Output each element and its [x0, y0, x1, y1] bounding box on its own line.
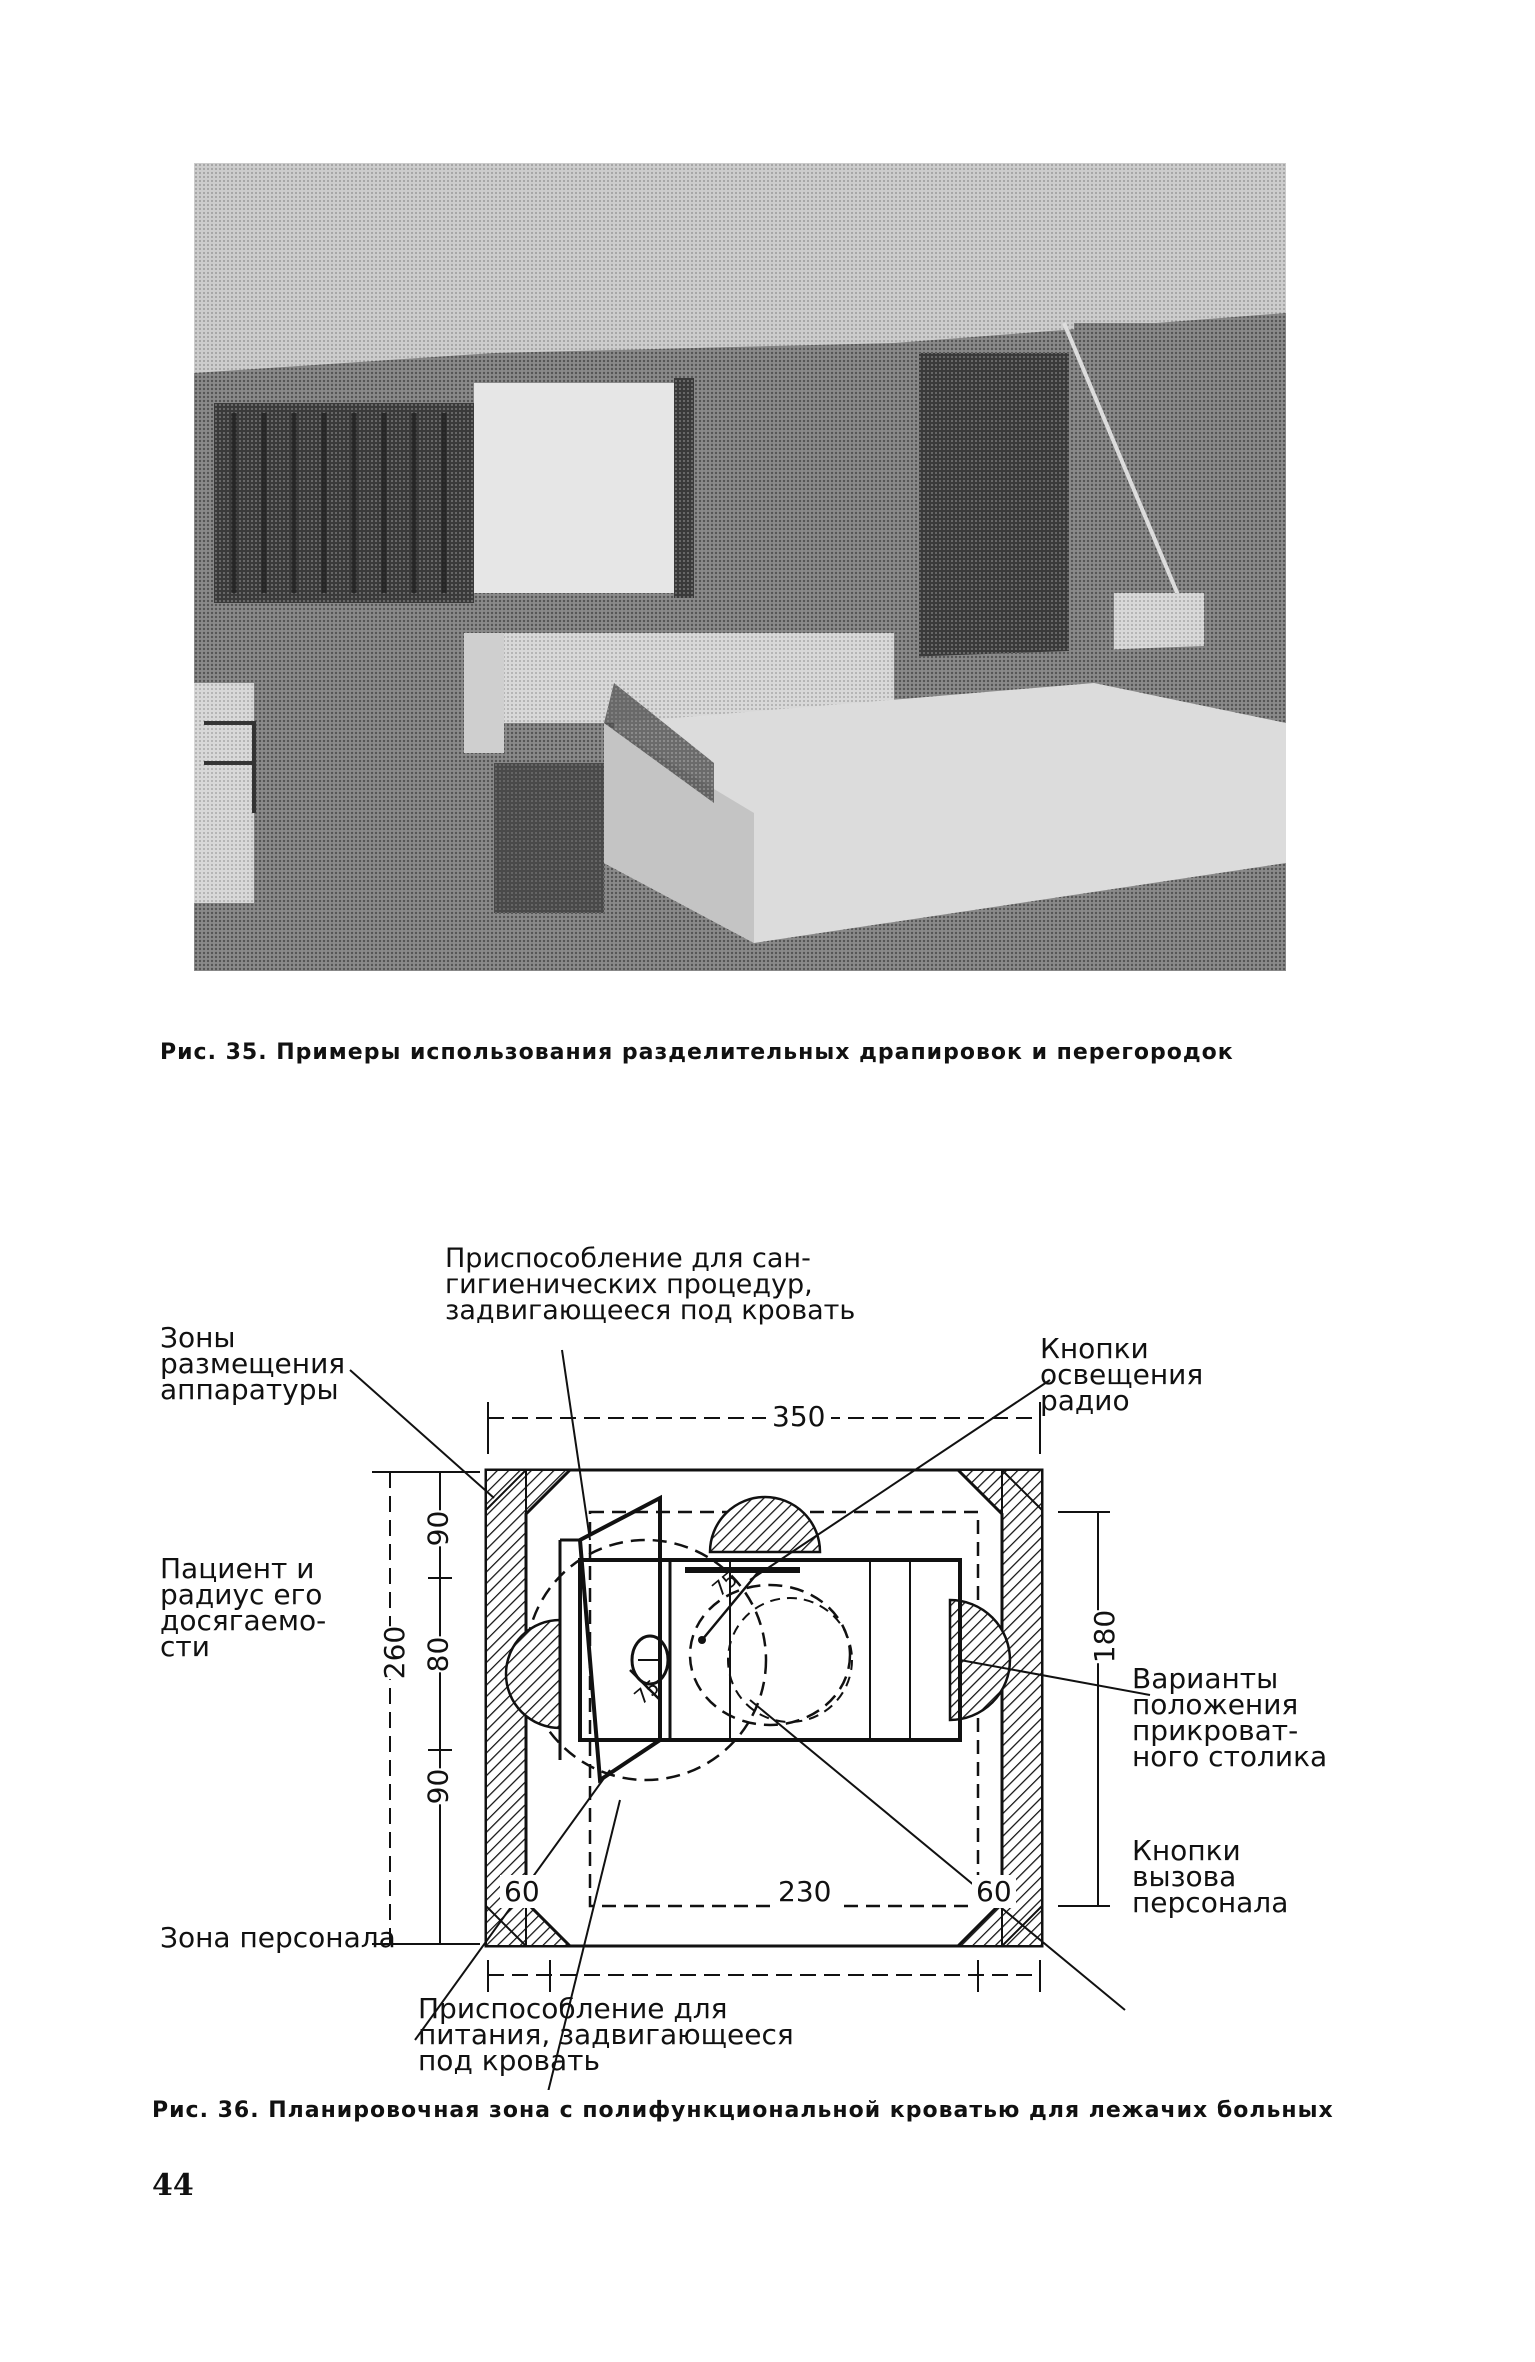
- dim-right: 180: [1088, 1609, 1122, 1664]
- dim-top: 350: [766, 1400, 831, 1433]
- figure-35-caption: Рис. 35. Примеры использования разделительных драпировок и перегородок: [160, 1040, 1234, 1065]
- bed-outline: [580, 1560, 960, 1740]
- label-table-variants: Варианты положения прикроват- ного столика: [1132, 1662, 1328, 1773]
- reach-ellipse: [690, 1585, 850, 1725]
- label-feeding-device: Приспособление для питания, задвигающееся под кровать: [418, 1992, 794, 2077]
- dim-bottom-left: 60: [500, 1875, 544, 1908]
- label-call-buttons: Кнопки вызова персонала: [1132, 1834, 1289, 1919]
- label-staff-zone: Зона персонала: [160, 1921, 396, 1954]
- dim-left-top: 90: [421, 1510, 455, 1547]
- dim-left-mid: 80: [421, 1636, 455, 1673]
- reach-circle-small: [728, 1598, 852, 1722]
- figure-36-caption: Рис. 36. Планировочная зона с полифункциональной кроватью для лежачих больных: [152, 2098, 1334, 2123]
- page-number: 44: [152, 2168, 194, 2203]
- dim-left-bottom: 90: [421, 1768, 455, 1805]
- dim-radius-a: 75: [707, 1566, 743, 1602]
- label-equipment-zones: Зоны размещения аппаратуры: [160, 1321, 346, 1406]
- sanitary-device: [580, 1498, 660, 1780]
- label-patient-reach: Пациент и радиус его досягаемо- сти: [160, 1552, 327, 1663]
- label-light-radio-buttons: Кнопки освещения радио: [1040, 1332, 1204, 1417]
- dim-left-total: 260: [378, 1625, 412, 1680]
- dim-bottom-mid: 230: [772, 1875, 837, 1908]
- hospital-room-photo: [194, 163, 1286, 971]
- dim-bottom-right: 60: [972, 1875, 1016, 1908]
- dim-radius-b: 75: [629, 1674, 665, 1710]
- label-sanitary-device: Приспособление для сан- гигиенических процедур, задвигающееся под кровать: [445, 1243, 856, 1326]
